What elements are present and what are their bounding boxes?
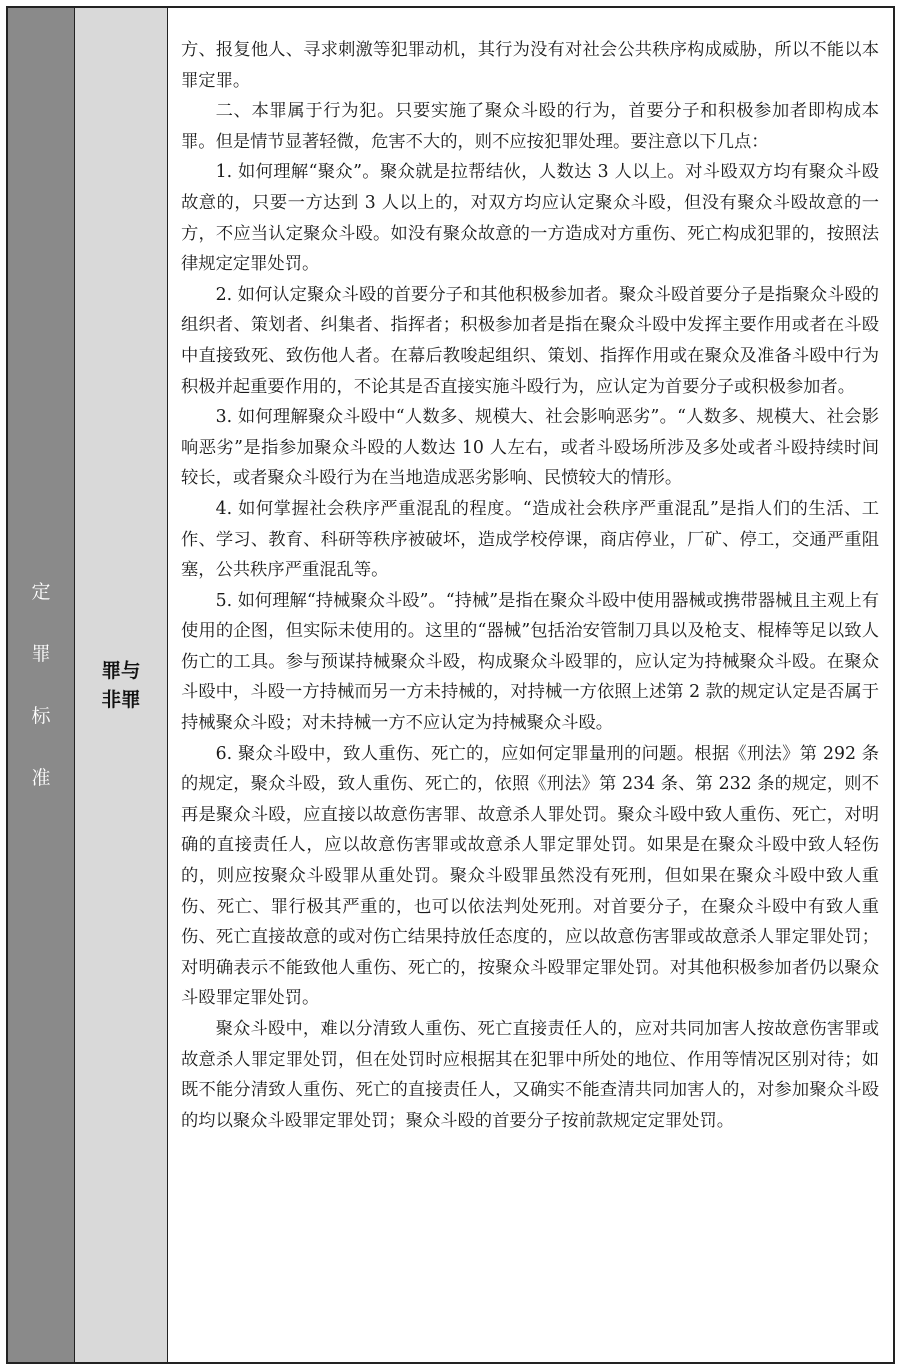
subcategory-line: 非罪 <box>101 688 141 711</box>
table-page <box>6 6 895 1364</box>
paragraph: 5. 如何理解“持械聚众斗殴”。“持械”是指在聚众斗殴中使用器械或携带器械且主观上有使用的企图，但实际未使用的。这里的“器械”包括治安管制刀具以及枪支、棍棒等足以致人伤亡的工具。参与预谋持械聚众斗殴，构成聚众斗殴罪的，应认定为持械聚众斗殴。在聚众斗殴中，斗殴一方持械而另一方未持械的，对持械一方依照上述第 2 款的规定认定是否属于持械聚众斗殴；对未持械一方不应认定为持械聚众斗殴。 <box>181 590 879 734</box>
category-column <box>8 8 75 1362</box>
paragraph: 4. 如何掌握社会秩序严重混乱的程度。“造成社会秩序严重混乱”是指人们的生活、工作、学习、教育、科研等秩序被破坏，造成学校停课，商店停业，厂矿、停工，交通严重阻塞，公共秩序严重混乱等。 <box>181 498 879 581</box>
category-char: 罪 <box>31 643 51 665</box>
paragraph: 聚众斗殴中，难以分清致人重伤、死亡直接责任人的，应对共同加害人按故意伤害罪或故意杀人罪定罪处罚，但在处罚时应根据其在犯罪中所处的地位、作用等情况区别对待；如既不能分清致人重伤、死亡的直接责任人，又确实不能查清共同加害人的，对参加聚众斗殴的均以聚众斗殴罪定罪处罚；聚众斗殴的首要分子按前款规定定罪处罚。 <box>181 1019 879 1131</box>
paragraph: 2. 如何认定聚众斗殴的首要分子和其他积极参加者。聚众斗殴首要分子是指聚众斗殴的组织者、策划者、纠集者、指挥者；积极参加者是指在聚众斗殴中发挥主要作用或者在斗殴中直接致死、致伤他人者。在幕后教唆起组织、策划、指挥作用或在聚众及准备斗殴中行为积极并起重要作用的，不论其是否直接实施斗殴行为，应认定为首要分子或积极参加者。 <box>181 284 879 397</box>
paragraph: 1. 如何理解“聚众”。聚众就是拉帮结伙，人数达 3 人以上。对斗殴双方均有聚众斗殴故意的，只要一方达到 3 人以上的，对双方均应认定聚众斗殴，但没有聚众斗殴故意的一方，不应当认定聚众斗殴。如没有聚众故意的一方造成对方重伤、死亡构成犯罪的，按照法律规定定罪处罚。 <box>181 162 879 275</box>
paragraph: 6. 聚众斗殴中，致人重伤、死亡的，应如何定罪量刑的问题。根据《刑法》第 292 条的规定，聚众斗殴，致人重伤、死亡的，依照《刑法》第 234 条、第 232 条的规定，则不再是聚众斗殴，应直接以故意伤害罪、故意杀人罪处罚。聚众斗殴中致人重伤、死亡，对明确的直接责任人，应以故意伤害罪或故意杀人罪定罪处罚。如果是在聚众斗殴中致人轻伤的，则应按聚众斗殴罪从重处罚。聚众斗殴罪虽然没有死刑，但如果在聚众斗殴中致人重伤、死亡、罪行极其严重的，也可以依法判处死刑。对首要分子，在聚众斗殴中有致人重伤、死亡直接故意的或对伤亡结果持放任态度的，应以故意伤害罪或故意杀人罪定罪处罚；对明确表示不能致他人重伤、死亡的，按聚众斗殴罪定罪处罚。对其他积极参加者仍以聚众斗殴罪定罪处罚。 <box>181 743 879 1009</box>
content-column <box>168 8 893 1362</box>
category-char: 定 <box>31 581 51 603</box>
category-char: 标 <box>31 705 51 727</box>
paragraph: 二、本罪属于行为犯。只要实施了聚众斗殴的行为，首要分子和积极参加者即构成本罪。但是情节显著轻微，危害不大的，则不应按犯罪处理。要注意以下几点： <box>181 101 879 152</box>
paragraph: 3. 如何理解聚众斗殴中“人数多、规模大、社会影响恶劣”。“人数多、规模大、社会影响恶劣”是指参加聚众斗殴的人数达 10 人左右，或者斗殴场所涉及多处或者斗殴持续时间较长，或者聚众斗殴行为在当地造成恶劣影响、民愤较大的情形。 <box>181 407 879 489</box>
subcategory-column <box>75 8 168 1362</box>
category-char: 准 <box>31 767 51 789</box>
paragraph: 方、报复他人、寻求刺激等犯罪动机，其行为没有对社会公共秩序构成威胁，所以不能以本罪定罪。 <box>181 40 879 91</box>
subcategory-line: 罪与 <box>101 659 141 682</box>
